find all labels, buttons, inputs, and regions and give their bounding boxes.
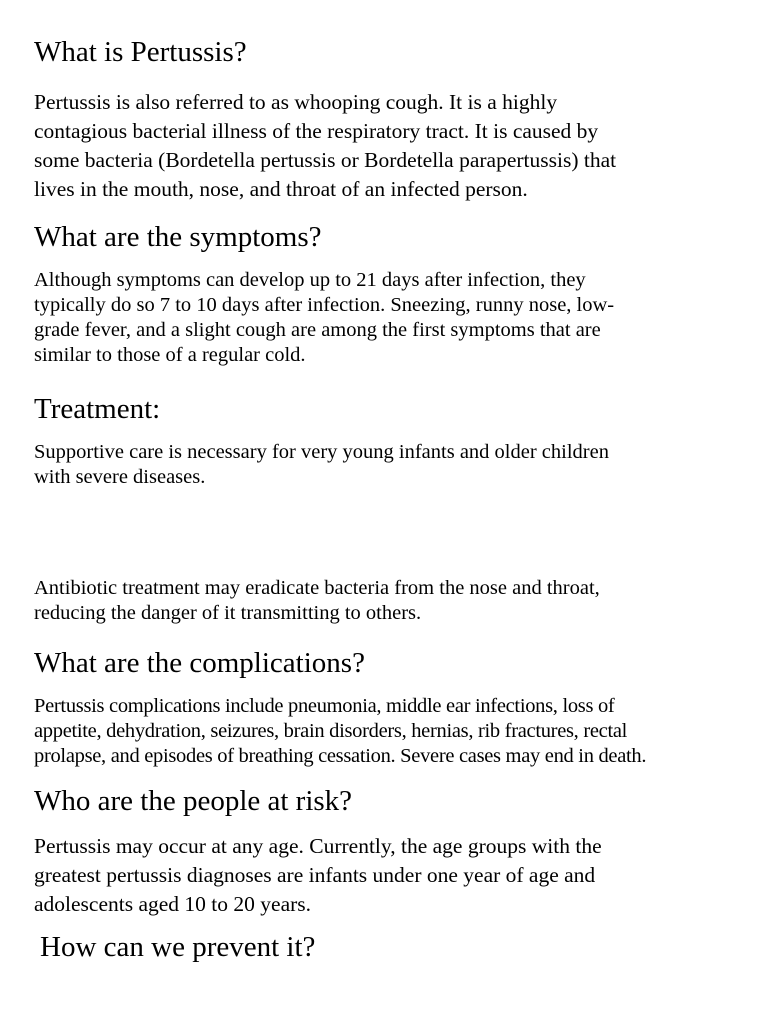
paragraph-symptoms	[34, 268, 614, 368]
paragraph-line: similar to those of a regular cold.	[34, 344, 306, 366]
paragraph-line: Supportive care is necessary for very young infants and older children	[34, 441, 609, 463]
paragraph-line: typically do so 7 to 10 days after infection. Sneezing, runny nose, low-	[34, 294, 615, 316]
paragraph-treatment-supportive	[34, 440, 609, 490]
paragraph-line: appetite, dehydration, seizures, brain disorders, hernias, rib fractures, rectal	[34, 720, 628, 742]
paragraph-line: greatest pertussis diagnoses are infants under one year of age and	[34, 863, 596, 887]
paragraph-line: some bacteria (Bordetella pertussis or Bordetella parapertussis) that	[34, 148, 617, 172]
paragraph-people-at-risk	[34, 832, 602, 919]
heading-what-is-pertussis: What is Pertussis?	[34, 36, 247, 68]
paragraph-line: Antibiotic treatment may eradicate bacteria from the nose and throat,	[34, 577, 600, 599]
heading-complications: What are the complications?	[34, 647, 365, 679]
paragraph-line: Pertussis may occur at any age. Currently, the age groups with the	[34, 834, 602, 858]
heading-prevention: How can we prevent it?	[40, 931, 316, 963]
paragraph-line: reducing the danger of it transmitting to others.	[34, 602, 422, 624]
paragraph-line: grade fever, and a slight cough are among the first symptoms that are	[34, 319, 601, 341]
paragraph-line: adolescents aged 10 to 20 years.	[34, 892, 312, 916]
paragraph-treatment-antibiotic	[34, 576, 600, 626]
paragraph-what-is-pertussis	[34, 88, 616, 204]
heading-people-at-risk: Who are the people at risk?	[34, 785, 353, 817]
paragraph-line: prolapse, and episodes of breathing cessation. Severe cases may end in death.	[34, 745, 647, 767]
heading-symptoms: What are the symptoms?	[34, 221, 322, 253]
paragraph-line: Although symptoms can develop up to 21 days after infection, they	[34, 269, 586, 291]
paragraph-complications	[34, 694, 646, 769]
paragraph-line: Pertussis complications include pneumonia, middle ear infections, loss of	[34, 695, 615, 717]
paragraph-line: with severe diseases.	[34, 466, 206, 488]
paragraph-line: lives in the mouth, nose, and throat of an infected person.	[34, 177, 528, 201]
paragraph-line: Pertussis is also referred to as whooping cough. It is a highly	[34, 90, 558, 114]
paragraph-line: contagious bacterial illness of the respiratory tract. It is caused by	[34, 119, 599, 143]
heading-treatment: Treatment:	[34, 393, 161, 425]
